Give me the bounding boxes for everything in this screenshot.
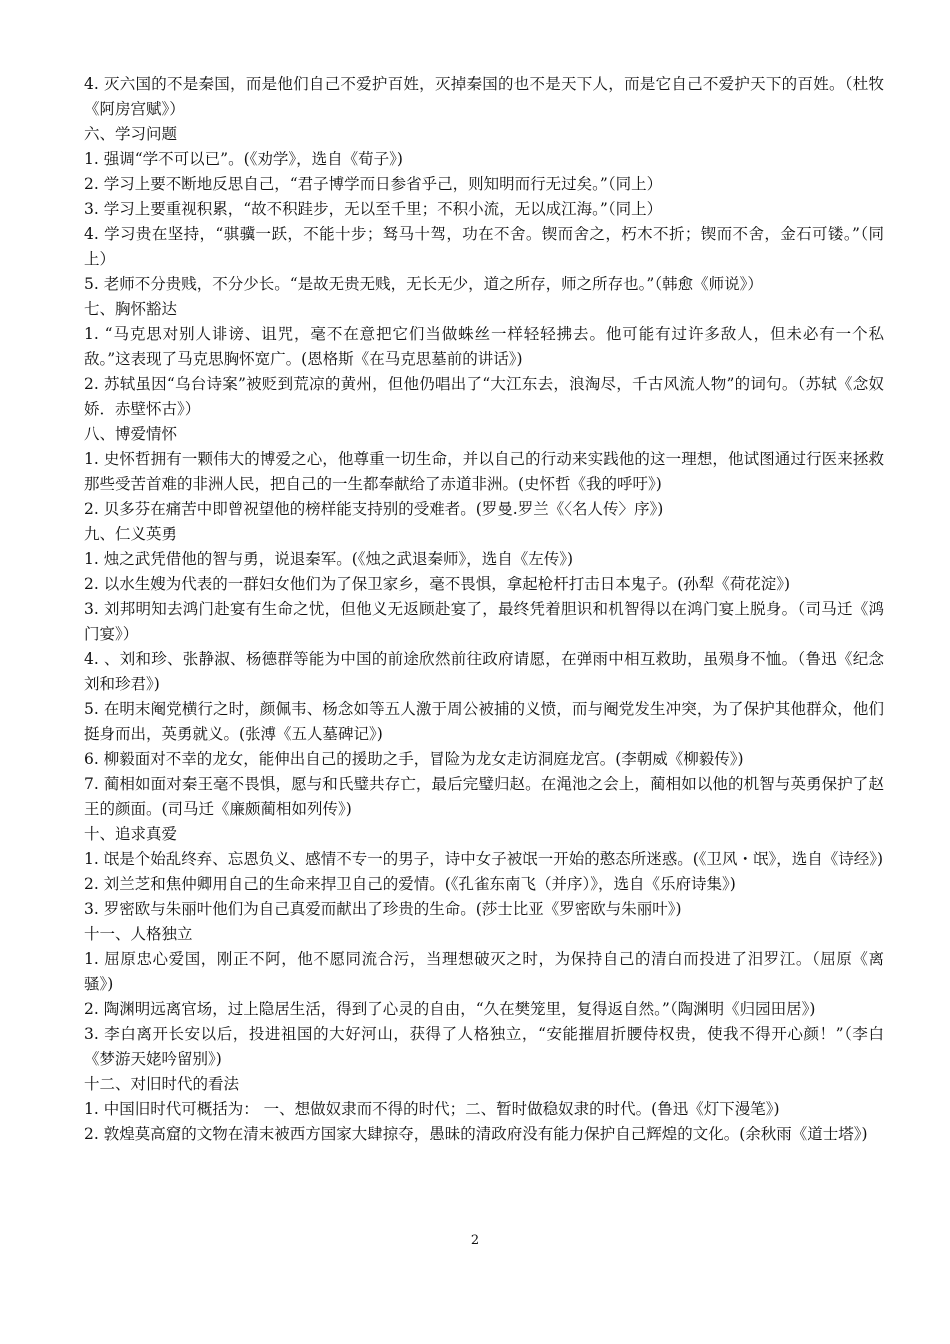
list-item: 6. 柳毅面对不幸的龙女，能伸出自己的援助之手，冒险为龙女走访洞庭龙宫。(李朝威《柳毅传》) (84, 750, 744, 768)
section-heading: 八、博爱情怀 (84, 425, 178, 443)
list-item: 3. 李白离开长安以后，投进祖国的大好河山，获得了人格独立，“安能摧眉折腰侍权贵，使我不得开心颜！”（李白《梦游天姥吟留别》) (84, 1025, 884, 1068)
list-item: 2. 敦煌莫高窟的文物在清末被西方国家大肆掠夺，愚昧的清政府没有能力保护自己辉煌的文化。(余秋雨《道士塔》) (84, 1125, 868, 1143)
list-item: 1. 史怀哲拥有一颗伟大的博爱之心，他尊重一切生命，并以自己的行动来实践他的这一理想，他试图通过行医来拯救那些受苦首难的非洲人民，把自己的一生都奉献给了赤道非洲。(史怀哲《我的呼吁》) (84, 450, 884, 493)
list-item: 4. 学习贵在坚持，“骐骥一跃，不能十步；驽马十驾，功在不舍。锲而舍之，朽木不折；锲而不舍，金石可镂。”（同上） (84, 225, 884, 268)
list-item: 1. 氓是个始乱终弃、忘恩负义、感情不专一的男子，诗中女子被氓一开始的憨态所迷惑。(《卫风・氓》，选自《诗经》) (84, 850, 884, 868)
list-item: 1. “马克思对别人诽谤、诅咒，毫不在意把它们当做蛛丝一样轻轻拂去。他可能有过许多敌人，但未必有一个私敌。”这表现了马克思胸怀宽广。(恩格斯《在马克思墓前的讲话》) (84, 325, 884, 368)
section-heading: 九、仁义英勇 (84, 525, 178, 543)
list-item: 2. 学习上要不断地反思自己，“君子博学而日参省乎己，则知明而行无过矣。”（同上） (84, 175, 663, 193)
list-item: 2. 刘兰芝和焦仲卿用自己的生命来捍卫自己的爱情。(《孔雀东南飞（并序）》，选自《乐府诗集》) (84, 875, 736, 893)
list-item: 1. 强调“学不可以已”。(《劝学》，选自《荀子》) (84, 150, 403, 168)
section-heading: 十、追求真爱 (84, 825, 178, 843)
document-body (84, 72, 884, 1147)
section-heading: 十一、人格独立 (84, 925, 193, 943)
list-item: 1. 中国旧时代可概括为： 一、想做奴隶而不得的时代；二、暂时做稳奴隶的时代。(鲁迅《灯下漫笔》) (84, 1100, 780, 1118)
list-item: 7. 蔺相如面对秦王毫不畏惧，愿与和氏璧共存亡，最后完璧归赵。在渑池之会上，蔺相如以他的机智与英勇保护了赵王的颜面。(司马迁《廉颇蔺相如列传》) (84, 775, 884, 818)
intro-item: 4. 灭六国的不是秦国，而是他们自己不爱护百姓，灭掉秦国的也不是天下人，而是它自己不爱护天下的百姓。（杜牧《阿房宫赋》） (84, 75, 884, 118)
list-item: 1. 屈原忠心爱国，刚正不阿，他不愿同流合污，当理想破灭之时，为保持自己的清白而投进了汨罗江。（屈原《离骚》) (84, 950, 884, 993)
section-heading: 六、学习问题 (84, 125, 178, 143)
list-item: 2. 苏轼虽因“乌台诗案”被贬到荒凉的黄州，但他仍唱出了“大江东去，浪淘尽，千古风流人物”的词句。（苏轼《念奴娇．赤壁怀古》） (84, 375, 884, 418)
list-item: 5. 老师不分贵贱，不分少长。“是故无贵无贱，无长无少，道之所存，师之所存也。”（韩愈《师说》） (84, 275, 763, 293)
section-heading: 七、胸怀豁达 (84, 300, 178, 318)
list-item: 2. 贝多芬在痛苦中即曾祝望他的榜样能支持别的受难者。(罗曼.罗兰《〈名人传〉序》) (84, 500, 664, 518)
list-item: 3. 学习上要重视积累，“故不积跬步，无以至千里；不积小流，无以成江海。”（同上） (84, 200, 663, 218)
list-item: 5. 在明末阉党横行之时，颜佩韦、杨念如等五人激于周公被捕的义愤，而与阉党发生冲突，为了保护其他群众，他们挺身而出，英勇就义。(张溥《五人墓碑记》) (84, 700, 884, 743)
list-item: 1. 烛之武凭借他的智与勇，说退秦军。(《烛之武退秦师》，选自《左传》) (84, 550, 574, 568)
list-item: 4. 、刘和珍、张静淑、杨德群等能为中国的前途欣然前往政府请愿，在弹雨中相互救助，虽殒身不恤。（鲁迅《纪念刘和珍君》) (84, 650, 884, 693)
section-heading: 十二、对旧时代的看法 (84, 1075, 240, 1093)
list-item: 3. 刘邦明知去鸿门赴宴有生命之忧，但他义无返顾赴宴了，最终凭着胆识和机智得以在鸿门宴上脱身。（司马迁《鸿门宴》） (84, 600, 884, 643)
page-number: 2 (470, 1233, 480, 1248)
list-item: 2. 陶渊明远离官场，过上隐居生活，得到了心灵的自由，“久在樊笼里，复得返自然。”（陶渊明《归园田居》) (84, 1000, 816, 1018)
list-item: 2. 以水生嫂为代表的一群妇女他们为了保卫家乡，毫不畏惧，拿起枪杆打击日本鬼子。(孙犁《荷花淀》) (84, 575, 791, 593)
list-item: 3. 罗密欧与朱丽叶他们为自己真爱而献出了珍贵的生命。(莎士比亚《罗密欧与朱丽叶》) (84, 900, 682, 918)
